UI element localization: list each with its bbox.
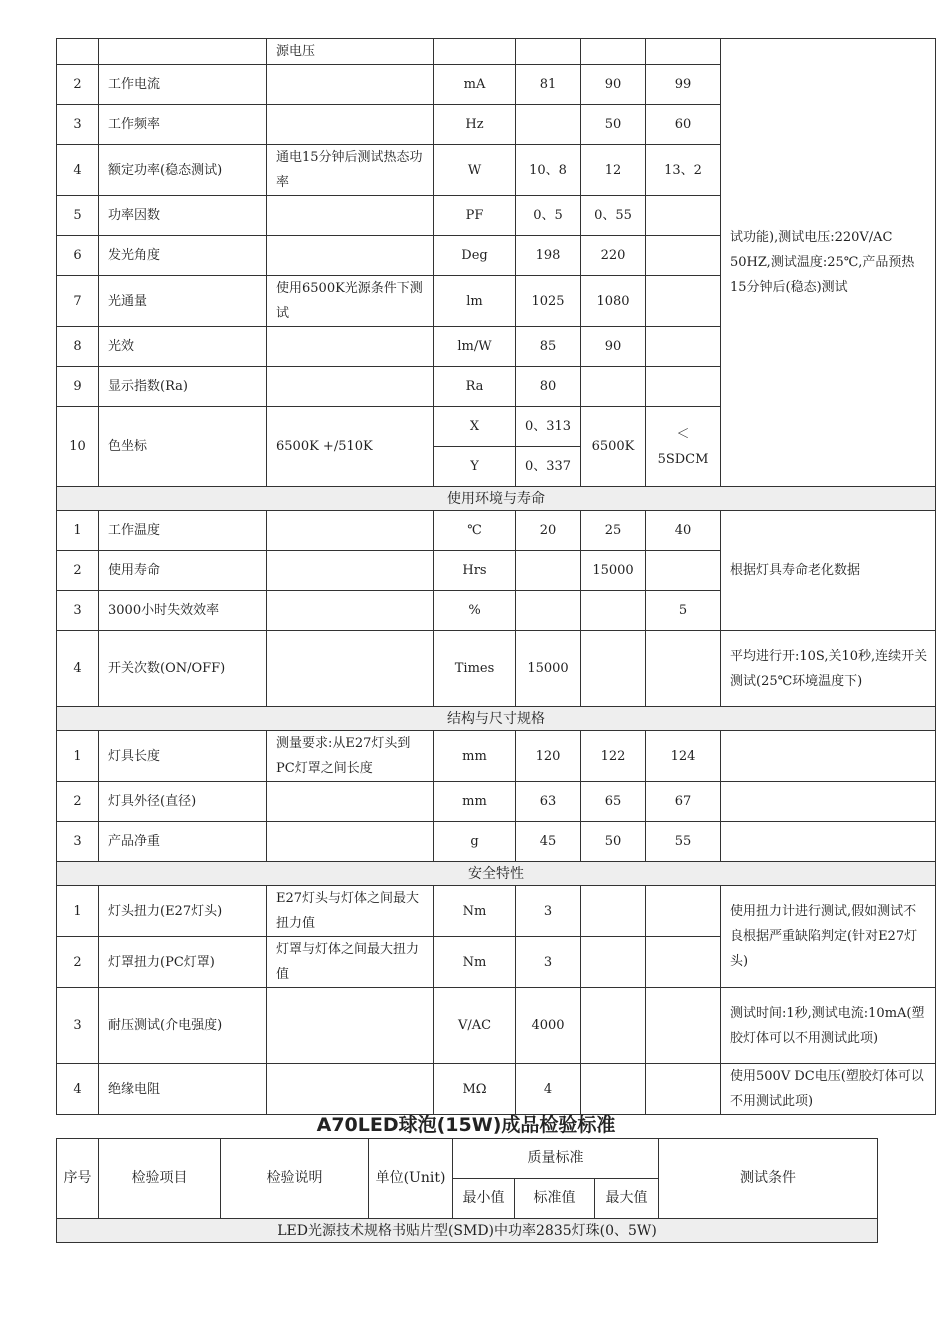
max-cell: 5 [646,591,721,631]
unit-cell: Nm [434,886,516,937]
section-heading: 使用环境与寿命 [57,487,936,511]
item-cell: 发光角度 [99,236,267,276]
table-row [57,511,936,551]
max-cell [646,236,721,276]
max-cell [646,196,721,236]
unit-cell: % [434,591,516,631]
desc-cell: 源电压 [267,39,434,65]
min-cell: 63 [516,782,581,822]
condition-cell [721,822,936,862]
max-cell [646,886,721,937]
min-cell: 0、5 [516,196,581,236]
max-cell: 124 [646,731,721,782]
item-cell: 产品净重 [99,822,267,862]
unit-cell: X [434,407,516,447]
max-cell: 60 [646,105,721,145]
row-no: 2 [57,782,99,822]
row-no: 4 [57,1064,99,1115]
max-cell [646,551,721,591]
unit-cell: V/AC [434,988,516,1064]
photo-test-condition: 试功能),测试电压:220V/AC 50HZ,测试温度:25℃,产品预热15分钟后(稳态)测试 [721,39,936,487]
section-row [57,707,936,731]
unit-cell: Deg [434,236,516,276]
row-no: 1 [57,511,99,551]
std-cell [581,1064,646,1115]
max-cell [646,1064,721,1115]
item-cell: 灯头扭力(E27灯头) [99,886,267,937]
min-cell: 81 [516,65,581,105]
header-condition: 测试条件 [659,1139,878,1219]
std-cell: 6500K [581,407,646,487]
table-row [57,886,936,937]
min-cell: 3 [516,886,581,937]
unit-cell: Hrs [434,551,516,591]
condition-cell: 平均进行开:10S,关10秒,连续开关测试(25℃环境温度下) [721,631,936,707]
table-row [57,1064,936,1115]
min-cell: 20 [516,511,581,551]
section-row [57,862,936,886]
desc-cell [267,988,434,1064]
min-cell: 80 [516,367,581,407]
desc-cell [267,1064,434,1115]
std-cell: 50 [581,822,646,862]
desc-cell [267,782,434,822]
header-row [57,1139,878,1179]
max-cell: 40 [646,511,721,551]
std-cell [581,886,646,937]
desc-cell: 测量要求:从E27灯头到PC灯罩之间长度 [267,731,434,782]
section-row [57,1219,878,1243]
row-no: 10 [57,407,99,487]
row-no: 3 [57,988,99,1064]
item-cell: 色坐标 [99,407,267,487]
table-row [57,731,936,782]
row-no: 6 [57,236,99,276]
desc-cell [267,367,434,407]
item-cell: 耐压测试(介电强度) [99,988,267,1064]
max-cell [646,276,721,327]
row-no: 3 [57,822,99,862]
row-no: 1 [57,886,99,937]
desc-cell [267,631,434,707]
row-no: 5 [57,196,99,236]
desc-cell: E27灯头与灯体之间最大扭力值 [267,886,434,937]
table-row [57,988,936,1064]
condition-cell: 测试时间:1秒,测试电流:10mA(塑胶灯体可以不用测试此项) [721,988,936,1064]
std-cell: 25 [581,511,646,551]
unit-cell: mA [434,65,516,105]
std-cell: 50 [581,105,646,145]
item-cell: 工作温度 [99,511,267,551]
desc-cell [267,511,434,551]
max-cell [646,631,721,707]
max-cell: ＜5SDCM [646,407,721,487]
item-cell: 3000小时失效效率 [99,591,267,631]
min-cell: 4000 [516,988,581,1064]
header-max: 最大值 [595,1179,659,1219]
unit-cell: Hz [434,105,516,145]
min-cell: 198 [516,236,581,276]
min-cell: 3 [516,937,581,988]
inspection-header-table [56,1138,878,1243]
desc-cell [267,551,434,591]
section-row [57,487,936,511]
desc-cell [267,591,434,631]
header-quality: 质量标准 [453,1139,659,1179]
min-cell [516,105,581,145]
std-cell: 90 [581,327,646,367]
row-no: 4 [57,145,99,196]
desc-cell [267,236,434,276]
desc-cell: 6500K +/510K [267,407,434,487]
min-cell: 10、8 [516,145,581,196]
std-cell [581,937,646,988]
max-cell [646,367,721,407]
item-cell: 灯具长度 [99,731,267,782]
row-no: 3 [57,105,99,145]
row-no: 1 [57,731,99,782]
std-cell: 0、55 [581,196,646,236]
desc-cell: 使用6500K光源条件下测试 [267,276,434,327]
item-cell: 灯罩扭力(PC灯罩) [99,937,267,988]
min-cell: 4 [516,1064,581,1115]
std-cell [581,591,646,631]
desc-cell [267,65,434,105]
condition-cell [721,731,936,782]
std-cell: 1080 [581,276,646,327]
row-no: 3 [57,591,99,631]
item-cell: 工作频率 [99,105,267,145]
item-cell: 额定功率(稳态测试) [99,145,267,196]
max-cell: 99 [646,65,721,105]
max-cell [646,988,721,1064]
table-row [57,631,936,707]
item-cell: 使用寿命 [99,551,267,591]
condition-cell [721,782,936,822]
desc-cell: 通电15分钟后测试热态功率 [267,145,434,196]
table-row [57,39,936,65]
header-desc: 检验说明 [221,1139,369,1219]
unit-cell: mm [434,731,516,782]
header-no: 序号 [57,1139,99,1219]
desc-cell [267,327,434,367]
row-no: 2 [57,551,99,591]
std-cell [581,367,646,407]
min-cell: 15000 [516,631,581,707]
min-cell: 45 [516,822,581,862]
min-cell: 120 [516,731,581,782]
row-no: 9 [57,367,99,407]
torque-test-condition: 使用扭力计进行测试,假如测试不良根据严重缺陷判定(针对E27灯头) [721,886,936,988]
unit-cell: mm [434,782,516,822]
row-no: 2 [57,65,99,105]
unit-cell: Nm [434,937,516,988]
std-cell: 65 [581,782,646,822]
min-cell [516,551,581,591]
row-no: 8 [57,327,99,367]
table-row [57,822,936,862]
std-cell [581,988,646,1064]
min-cell: 0、337 [516,447,581,487]
unit-cell: g [434,822,516,862]
desc-cell: 灯罩与灯体之间最大扭力值 [267,937,434,988]
desc-cell [267,196,434,236]
unit-cell: Ra [434,367,516,407]
inspection-table [56,38,936,1115]
item-cell: 功率因数 [99,196,267,236]
std-cell: 15000 [581,551,646,591]
std-cell [581,631,646,707]
std-cell: 122 [581,731,646,782]
row-no: 7 [57,276,99,327]
condition-cell: 使用500V DC电压(塑胶灯体可以不用测试此项) [721,1064,936,1115]
desc-cell [267,822,434,862]
header-min: 最小值 [453,1179,515,1219]
item-cell: 显示指数(Ra) [99,367,267,407]
section-heading: 安全特性 [57,862,936,886]
unit-cell: W [434,145,516,196]
max-cell: 67 [646,782,721,822]
section-heading: 结构与尺寸规格 [57,707,936,731]
item-cell: 光效 [99,327,267,367]
min-cell [516,591,581,631]
unit-cell: Y [434,447,516,487]
std-cell: 90 [581,65,646,105]
section-heading: LED光源技术规格书贴片型(SMD)中功率2835灯珠(0、5W) [57,1219,878,1243]
item-cell: 工作电流 [99,65,267,105]
unit-cell: lm/W [434,327,516,367]
max-cell [646,327,721,367]
unit-cell: ℃ [434,511,516,551]
header-std: 标准值 [515,1179,595,1219]
header-item: 检验项目 [99,1139,221,1219]
document-title: A70LED球泡(15W)成品检验标准 [316,1114,616,1136]
std-cell: 12 [581,145,646,196]
item-cell: 开关次数(ON/OFF) [99,631,267,707]
max-cell: 55 [646,822,721,862]
desc-cell [267,105,434,145]
row-no: 4 [57,631,99,707]
item-cell: 光通量 [99,276,267,327]
min-cell: 0、313 [516,407,581,447]
max-cell [646,937,721,988]
min-cell: 85 [516,327,581,367]
row-no: 2 [57,937,99,988]
unit-cell: MΩ [434,1064,516,1115]
std-cell: 220 [581,236,646,276]
item-cell: 绝缘电阻 [99,1064,267,1115]
unit-cell: Times [434,631,516,707]
unit-cell: lm [434,276,516,327]
table-row [57,782,936,822]
header-unit: 单位(Unit) [369,1139,453,1219]
env-test-condition: 根据灯具寿命老化数据 [721,511,936,631]
max-cell: 13、2 [646,145,721,196]
unit-cell: PF [434,196,516,236]
min-cell: 1025 [516,276,581,327]
item-cell: 灯具外径(直径) [99,782,267,822]
